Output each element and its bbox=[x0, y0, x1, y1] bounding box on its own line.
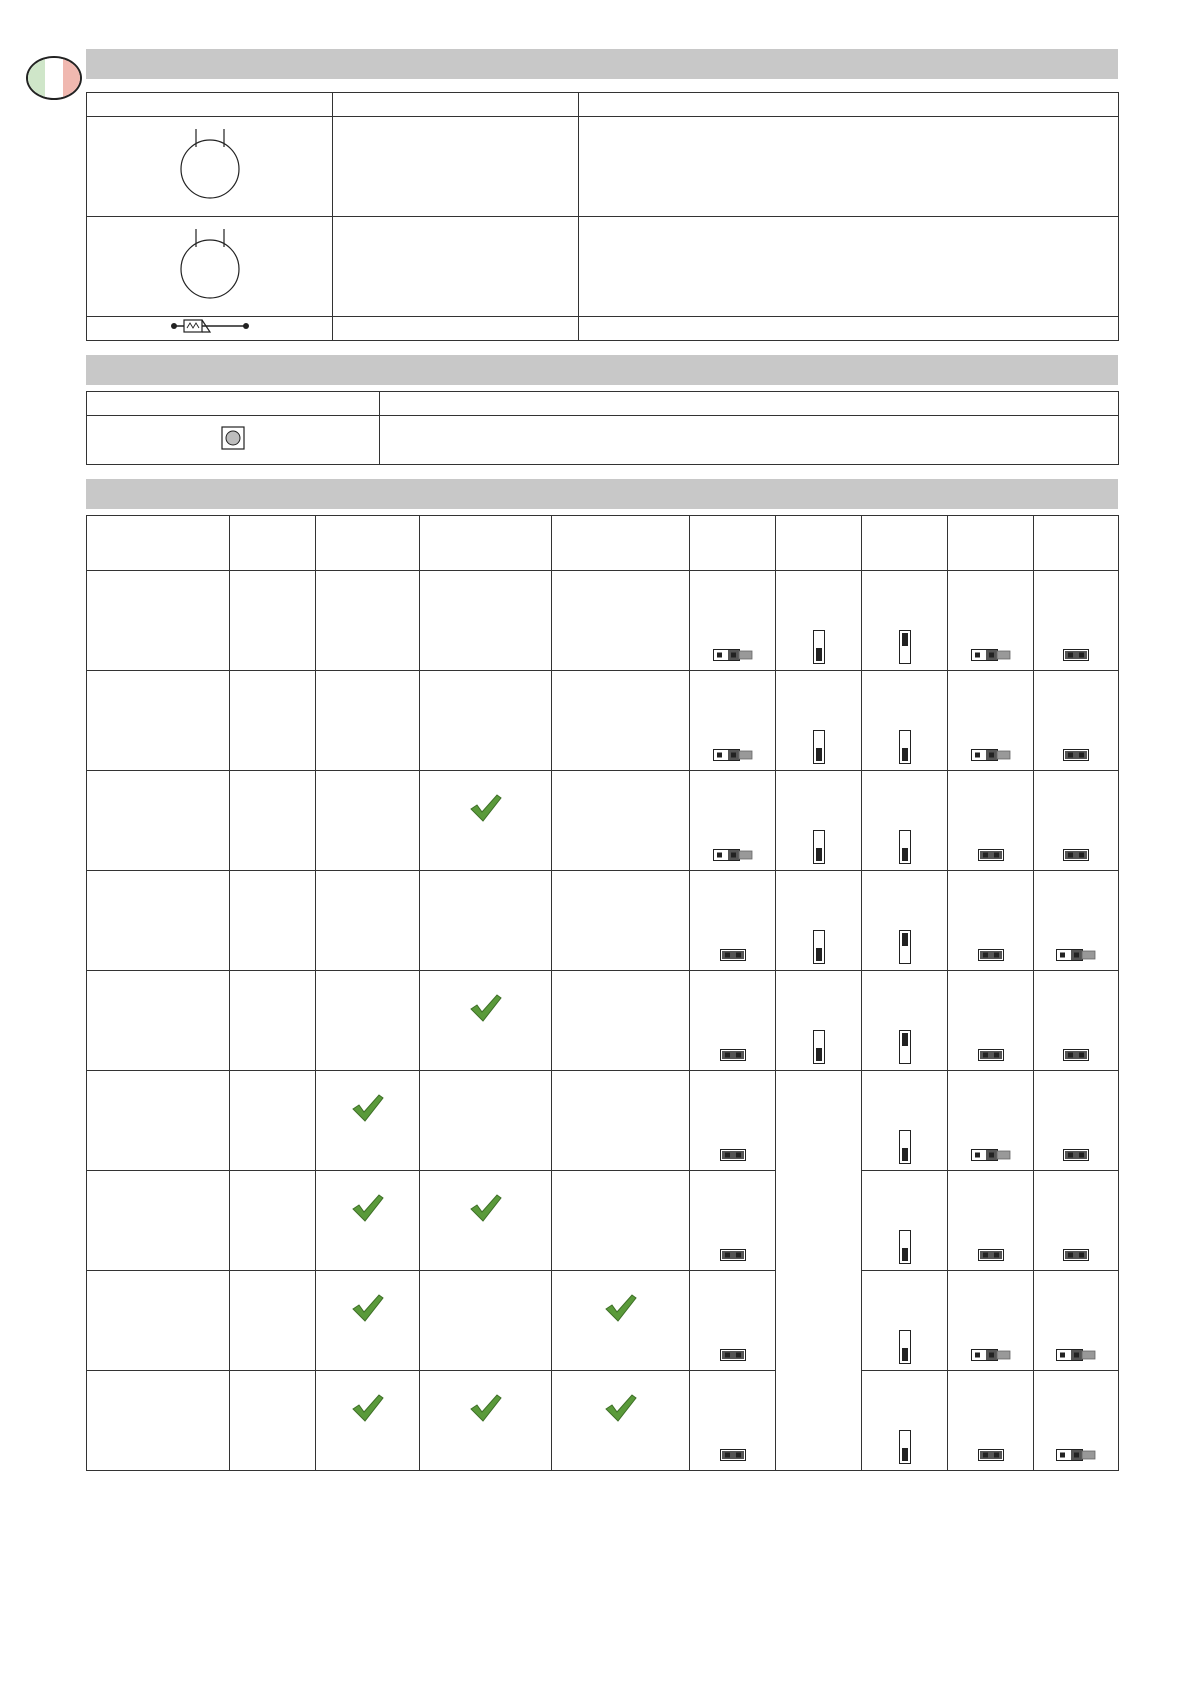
jumper-cell bbox=[690, 771, 776, 871]
option-check-cell bbox=[552, 1071, 690, 1171]
check-mark-icon bbox=[351, 1093, 385, 1123]
header-cell bbox=[87, 516, 230, 571]
description-cell bbox=[333, 217, 579, 317]
option-check-cell bbox=[552, 1371, 690, 1471]
table-row bbox=[87, 1171, 1119, 1271]
config-label-cell bbox=[87, 971, 230, 1071]
config-label-cell bbox=[87, 871, 230, 971]
jumper-horizontal-open-icon bbox=[971, 749, 1011, 761]
jumper-cell bbox=[776, 771, 862, 871]
section-2-table bbox=[86, 391, 1119, 465]
check-mark-icon bbox=[469, 993, 503, 1023]
option-check-cell bbox=[420, 871, 552, 971]
jumper-horizontal-closed-icon bbox=[1063, 649, 1089, 661]
jumper-horizontal-closed-icon bbox=[1063, 1249, 1089, 1261]
jumper-horizontal-closed-icon bbox=[1063, 849, 1089, 861]
jumper-cell bbox=[1034, 971, 1119, 1071]
jumper-cell bbox=[862, 971, 948, 1071]
jumper-horizontal-closed-icon bbox=[720, 1449, 746, 1461]
jumper-horizontal-open-icon bbox=[971, 649, 1011, 661]
option-check-cell bbox=[316, 1271, 420, 1371]
jumper-horizontal-closed-icon bbox=[1063, 749, 1089, 761]
jumper-cell bbox=[1034, 1071, 1119, 1171]
option-check-cell bbox=[420, 1071, 552, 1171]
table-row bbox=[87, 117, 1119, 217]
header-cell bbox=[1034, 516, 1119, 571]
jumper-cell bbox=[776, 671, 862, 771]
option-check-cell bbox=[316, 971, 420, 1071]
option-check-cell bbox=[552, 1171, 690, 1271]
jumper-cell bbox=[948, 671, 1034, 771]
table-row bbox=[87, 1371, 1119, 1471]
option-check-cell bbox=[420, 671, 552, 771]
header-cell bbox=[87, 392, 380, 416]
jumper-horizontal-closed-icon bbox=[978, 949, 1004, 961]
option-check-cell bbox=[420, 1171, 552, 1271]
jumper-cell bbox=[948, 1271, 1034, 1371]
section-1-header-band bbox=[86, 49, 1118, 79]
icon-cell bbox=[87, 117, 333, 217]
jumper-cell bbox=[948, 971, 1034, 1071]
jumper-horizontal-closed-icon bbox=[720, 949, 746, 961]
header-cell bbox=[230, 516, 316, 571]
description-cell bbox=[333, 117, 579, 217]
jumper-cell bbox=[862, 1371, 948, 1471]
jumper-cell bbox=[1034, 871, 1119, 971]
table-row bbox=[87, 317, 1119, 341]
table-row bbox=[87, 416, 1119, 465]
header-cell bbox=[420, 516, 552, 571]
section-3-configuration-table bbox=[86, 515, 1119, 1471]
jumper-horizontal-open-icon bbox=[1056, 1349, 1096, 1361]
jumper-cell bbox=[862, 671, 948, 771]
check-mark-icon bbox=[469, 1193, 503, 1223]
description-cell bbox=[579, 217, 1119, 317]
config-label-cell bbox=[87, 1271, 230, 1371]
jumper-horizontal-closed-icon bbox=[1063, 1149, 1089, 1161]
table-header-row bbox=[87, 392, 1119, 416]
header-cell bbox=[776, 516, 862, 571]
language-flag-icon bbox=[26, 56, 82, 100]
jumper-cell bbox=[1034, 1171, 1119, 1271]
jumper-cell bbox=[690, 871, 776, 971]
jumper-horizontal-open-icon bbox=[971, 1349, 1011, 1361]
config-value-cell bbox=[230, 971, 316, 1071]
option-check-cell bbox=[552, 771, 690, 871]
config-value-cell bbox=[230, 771, 316, 871]
jumper-horizontal-closed-icon bbox=[720, 1149, 746, 1161]
jumper-vertical-down-icon bbox=[899, 1130, 911, 1164]
description-cell bbox=[579, 317, 1119, 341]
jumper-horizontal-closed-icon bbox=[720, 1249, 746, 1261]
jumper-cell bbox=[948, 771, 1034, 871]
jumper-vertical-up-icon bbox=[899, 1030, 911, 1064]
check-mark-icon bbox=[604, 1293, 638, 1323]
jumper-horizontal-closed-icon bbox=[978, 1249, 1004, 1261]
option-check-cell bbox=[552, 871, 690, 971]
option-check-cell bbox=[420, 571, 552, 671]
icon-cell bbox=[87, 217, 333, 317]
header-cell bbox=[87, 93, 333, 117]
section-1-table bbox=[86, 92, 1119, 341]
header-cell bbox=[690, 516, 776, 571]
jumper-vertical-down-icon bbox=[899, 1330, 911, 1364]
table-row bbox=[87, 1071, 1119, 1171]
jumper-cell bbox=[690, 1171, 776, 1271]
header-cell bbox=[380, 392, 1119, 416]
jumper-horizontal-closed-icon bbox=[720, 1049, 746, 1061]
fuse-resistor-icon bbox=[170, 319, 250, 333]
config-value-cell bbox=[230, 1071, 316, 1171]
jumper-cell bbox=[862, 571, 948, 671]
bell-coil-icon bbox=[175, 127, 245, 201]
jumper-horizontal-open-icon bbox=[713, 849, 753, 861]
jumper-vertical-down-icon bbox=[813, 830, 825, 864]
jumper-cell bbox=[690, 571, 776, 671]
jumper-cell bbox=[690, 1071, 776, 1171]
option-check-cell bbox=[316, 871, 420, 971]
jumper-cell bbox=[948, 871, 1034, 971]
option-check-cell bbox=[420, 971, 552, 1071]
jumper-horizontal-open-icon bbox=[971, 1149, 1011, 1161]
jumper-cell bbox=[1034, 1271, 1119, 1371]
jumper-cell bbox=[862, 1071, 948, 1171]
check-mark-icon bbox=[469, 793, 503, 823]
jumper-horizontal-open-icon bbox=[713, 749, 753, 761]
config-value-cell bbox=[230, 1271, 316, 1371]
jumper-cell bbox=[862, 871, 948, 971]
jumper-cell bbox=[690, 1271, 776, 1371]
config-value-cell bbox=[230, 571, 316, 671]
jumper-cell bbox=[862, 771, 948, 871]
jumper-horizontal-closed-icon bbox=[1063, 1049, 1089, 1061]
option-check-cell bbox=[316, 1071, 420, 1171]
jumper-merged-cell bbox=[776, 1071, 862, 1471]
jumper-cell bbox=[862, 1171, 948, 1271]
description-cell bbox=[380, 416, 1119, 465]
jumper-cell bbox=[776, 571, 862, 671]
table-header-row bbox=[87, 516, 1119, 571]
config-value-cell bbox=[230, 1371, 316, 1471]
icon-cell bbox=[87, 317, 333, 341]
jumper-vertical-down-icon bbox=[813, 1030, 825, 1064]
config-label-cell bbox=[87, 671, 230, 771]
jumper-horizontal-open-icon bbox=[1056, 1449, 1096, 1461]
flag-green-stripe bbox=[28, 58, 45, 98]
jumper-cell bbox=[690, 971, 776, 1071]
jumper-cell bbox=[690, 1371, 776, 1471]
table-row bbox=[87, 571, 1119, 671]
jumper-horizontal-closed-icon bbox=[720, 1349, 746, 1361]
jumper-vertical-down-icon bbox=[899, 1430, 911, 1464]
option-check-cell bbox=[420, 1371, 552, 1471]
jumper-cell bbox=[862, 1271, 948, 1371]
config-label-cell bbox=[87, 1171, 230, 1271]
jumper-horizontal-closed-icon bbox=[978, 1049, 1004, 1061]
jumper-cell bbox=[1034, 571, 1119, 671]
header-cell bbox=[948, 516, 1034, 571]
flag-white-stripe bbox=[45, 58, 62, 98]
jumper-vertical-down-icon bbox=[813, 930, 825, 964]
table-row bbox=[87, 771, 1119, 871]
option-check-cell bbox=[316, 571, 420, 671]
jumper-cell bbox=[776, 971, 862, 1071]
section-3-header-band bbox=[86, 479, 1118, 509]
option-check-cell bbox=[552, 671, 690, 771]
table-header-row bbox=[87, 93, 1119, 117]
config-label-cell bbox=[87, 571, 230, 671]
config-value-cell bbox=[230, 871, 316, 971]
check-mark-icon bbox=[351, 1193, 385, 1223]
jumper-cell bbox=[948, 1071, 1034, 1171]
check-mark-icon bbox=[604, 1393, 638, 1423]
jumper-horizontal-closed-icon bbox=[978, 1449, 1004, 1461]
config-value-cell bbox=[230, 1171, 316, 1271]
option-check-cell bbox=[420, 771, 552, 871]
flag-red-stripe bbox=[63, 58, 80, 98]
config-value-cell bbox=[230, 671, 316, 771]
check-mark-icon bbox=[351, 1293, 385, 1323]
jumper-vertical-down-icon bbox=[813, 730, 825, 764]
jumper-cell bbox=[948, 571, 1034, 671]
option-check-cell bbox=[316, 1371, 420, 1471]
option-check-cell bbox=[316, 671, 420, 771]
table-row bbox=[87, 671, 1119, 771]
option-check-cell bbox=[316, 771, 420, 871]
jumper-vertical-down-icon bbox=[899, 1230, 911, 1264]
header-cell bbox=[579, 93, 1119, 117]
round-button-icon bbox=[221, 426, 245, 450]
header-cell bbox=[862, 516, 948, 571]
option-check-cell bbox=[552, 1271, 690, 1371]
jumper-horizontal-open-icon bbox=[713, 649, 753, 661]
option-check-cell bbox=[316, 1171, 420, 1271]
table-row bbox=[87, 1271, 1119, 1371]
description-cell bbox=[333, 317, 579, 341]
description-cell bbox=[579, 117, 1119, 217]
config-label-cell bbox=[87, 1371, 230, 1471]
jumper-vertical-up-icon bbox=[899, 930, 911, 964]
jumper-horizontal-closed-icon bbox=[978, 849, 1004, 861]
config-label-cell bbox=[87, 1071, 230, 1171]
jumper-cell bbox=[1034, 771, 1119, 871]
jumper-vertical-up-icon bbox=[899, 630, 911, 664]
jumper-cell bbox=[948, 1171, 1034, 1271]
option-check-cell bbox=[552, 571, 690, 671]
jumper-cell bbox=[1034, 671, 1119, 771]
jumper-vertical-down-icon bbox=[899, 830, 911, 864]
bell-coil-icon bbox=[175, 227, 245, 301]
header-cell bbox=[316, 516, 420, 571]
option-check-cell bbox=[552, 971, 690, 1071]
jumper-vertical-down-icon bbox=[813, 630, 825, 664]
jumper-cell bbox=[690, 671, 776, 771]
jumper-cell bbox=[1034, 1371, 1119, 1471]
header-cell bbox=[333, 93, 579, 117]
jumper-cell bbox=[776, 871, 862, 971]
check-mark-icon bbox=[351, 1393, 385, 1423]
table-row bbox=[87, 871, 1119, 971]
header-cell bbox=[552, 516, 690, 571]
jumper-horizontal-open-icon bbox=[1056, 949, 1096, 961]
jumper-cell bbox=[948, 1371, 1034, 1471]
section-2-header-band bbox=[86, 355, 1118, 385]
table-row bbox=[87, 971, 1119, 1071]
option-check-cell bbox=[420, 1271, 552, 1371]
check-mark-icon bbox=[469, 1393, 503, 1423]
config-label-cell bbox=[87, 771, 230, 871]
table-row bbox=[87, 217, 1119, 317]
icon-cell bbox=[87, 416, 380, 465]
jumper-vertical-down-icon bbox=[899, 730, 911, 764]
